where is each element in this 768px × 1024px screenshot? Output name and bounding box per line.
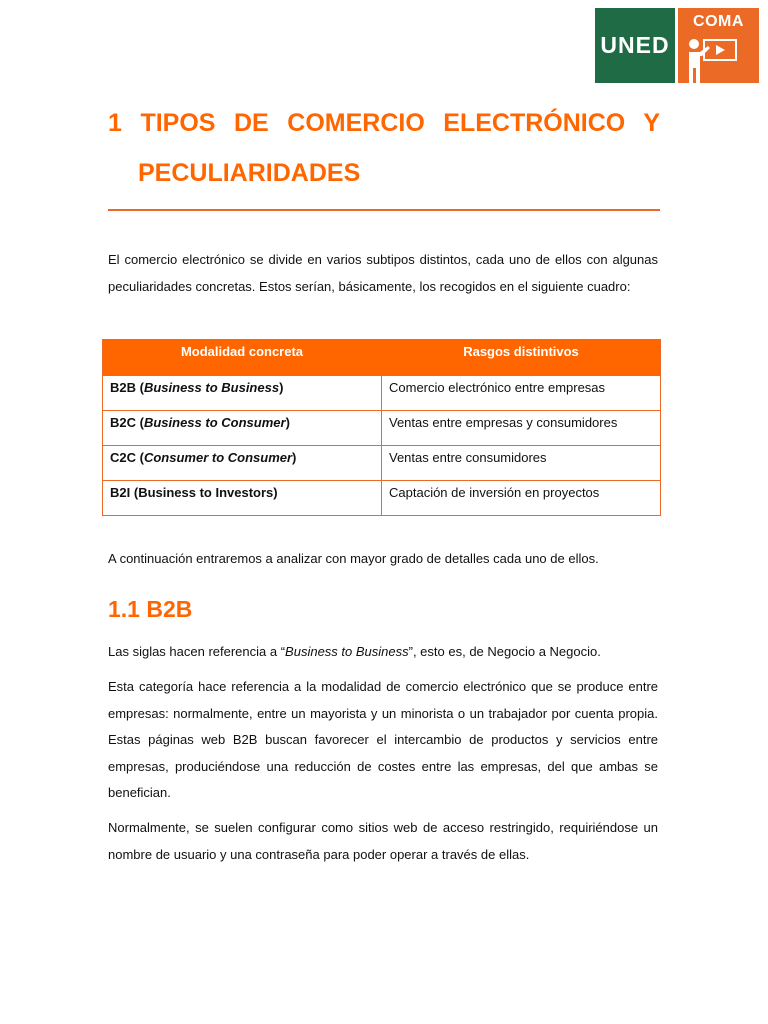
chapter-title-line1	[108, 96, 660, 150]
table-cell-rasgos: Ventas entre empresas y consumidores	[382, 411, 661, 446]
table-cell-modalidad: B2I (Business to Investors)	[103, 481, 382, 516]
table-cell-modalidad: B2C (Business to Consumer)	[103, 411, 382, 446]
section-paragraph-1: Las siglas hacen referencia a “Business to Business”, esto es, de Negocio a Negocio.	[108, 644, 601, 659]
intro-paragraph: El comercio electrónico se divide en varios subtipos distintos, cada uno de ellos con algunas peculiaridades concretas. Estos serían, básicamente, los recogidos en el siguiente cuadro:	[108, 252, 658, 294]
table-header-modalidad: Modalidad concreta	[103, 340, 382, 376]
uned-logo	[595, 8, 675, 83]
uned-logo-text: UNED	[600, 32, 670, 58]
chapter-number: 1	[108, 109, 122, 137]
coma-logo-text: COMA	[693, 13, 744, 30]
table-cell-modalidad: B2B (Business to Business)	[103, 376, 382, 411]
table-row	[103, 481, 661, 516]
coma-logo	[678, 8, 759, 83]
title-divider	[108, 209, 660, 211]
table-cell-modalidad: C2C (Consumer to Consumer)	[103, 446, 382, 481]
comparison-table	[102, 339, 661, 516]
presenter-icon	[678, 8, 759, 83]
table-header-rasgos: Rasgos distintivos	[382, 340, 661, 376]
table-header-row	[103, 340, 661, 376]
section-paragraph-2: Esta categoría hace referencia a la modalidad de comercio electrónico que se produce entre empresas: normalmente, entre un mayorista y un minorista o un trabajador por cuenta propia. Estas páginas web B2B buscan favorecer el intercambio de productos y servicios entre empresas, produciéndose una reducción de costes entre las empresas, del que ambas se benefician.	[108, 679, 658, 800]
table-cell-rasgos: Comercio electrónico entre empresas	[382, 376, 661, 411]
uned-coma-logo	[595, 8, 759, 83]
continuation-paragraph: A continuación entraremos a analizar con mayor grado de detalles cada uno de ellos.	[108, 551, 599, 566]
chapter-title-line2: PECULIARIDADES	[138, 159, 361, 187]
section-title: 1.1 B2B	[108, 596, 193, 622]
table-cell-rasgos: Ventas entre consumidores	[382, 446, 661, 481]
table-row	[103, 376, 661, 411]
table-row	[103, 446, 661, 481]
table-cell-rasgos: Captación de inversión en proyectos	[382, 481, 661, 516]
section-paragraph-3: Normalmente, se suelen configurar como sitios web de acceso restringido, requiriéndose un nombre de usuario y una contraseña para poder operar a través de ellas.	[108, 820, 658, 862]
table-row	[103, 411, 661, 446]
chapter-title-text: TIPOS DE COMERCIO ELECTRÓNICO Y	[140, 109, 660, 137]
